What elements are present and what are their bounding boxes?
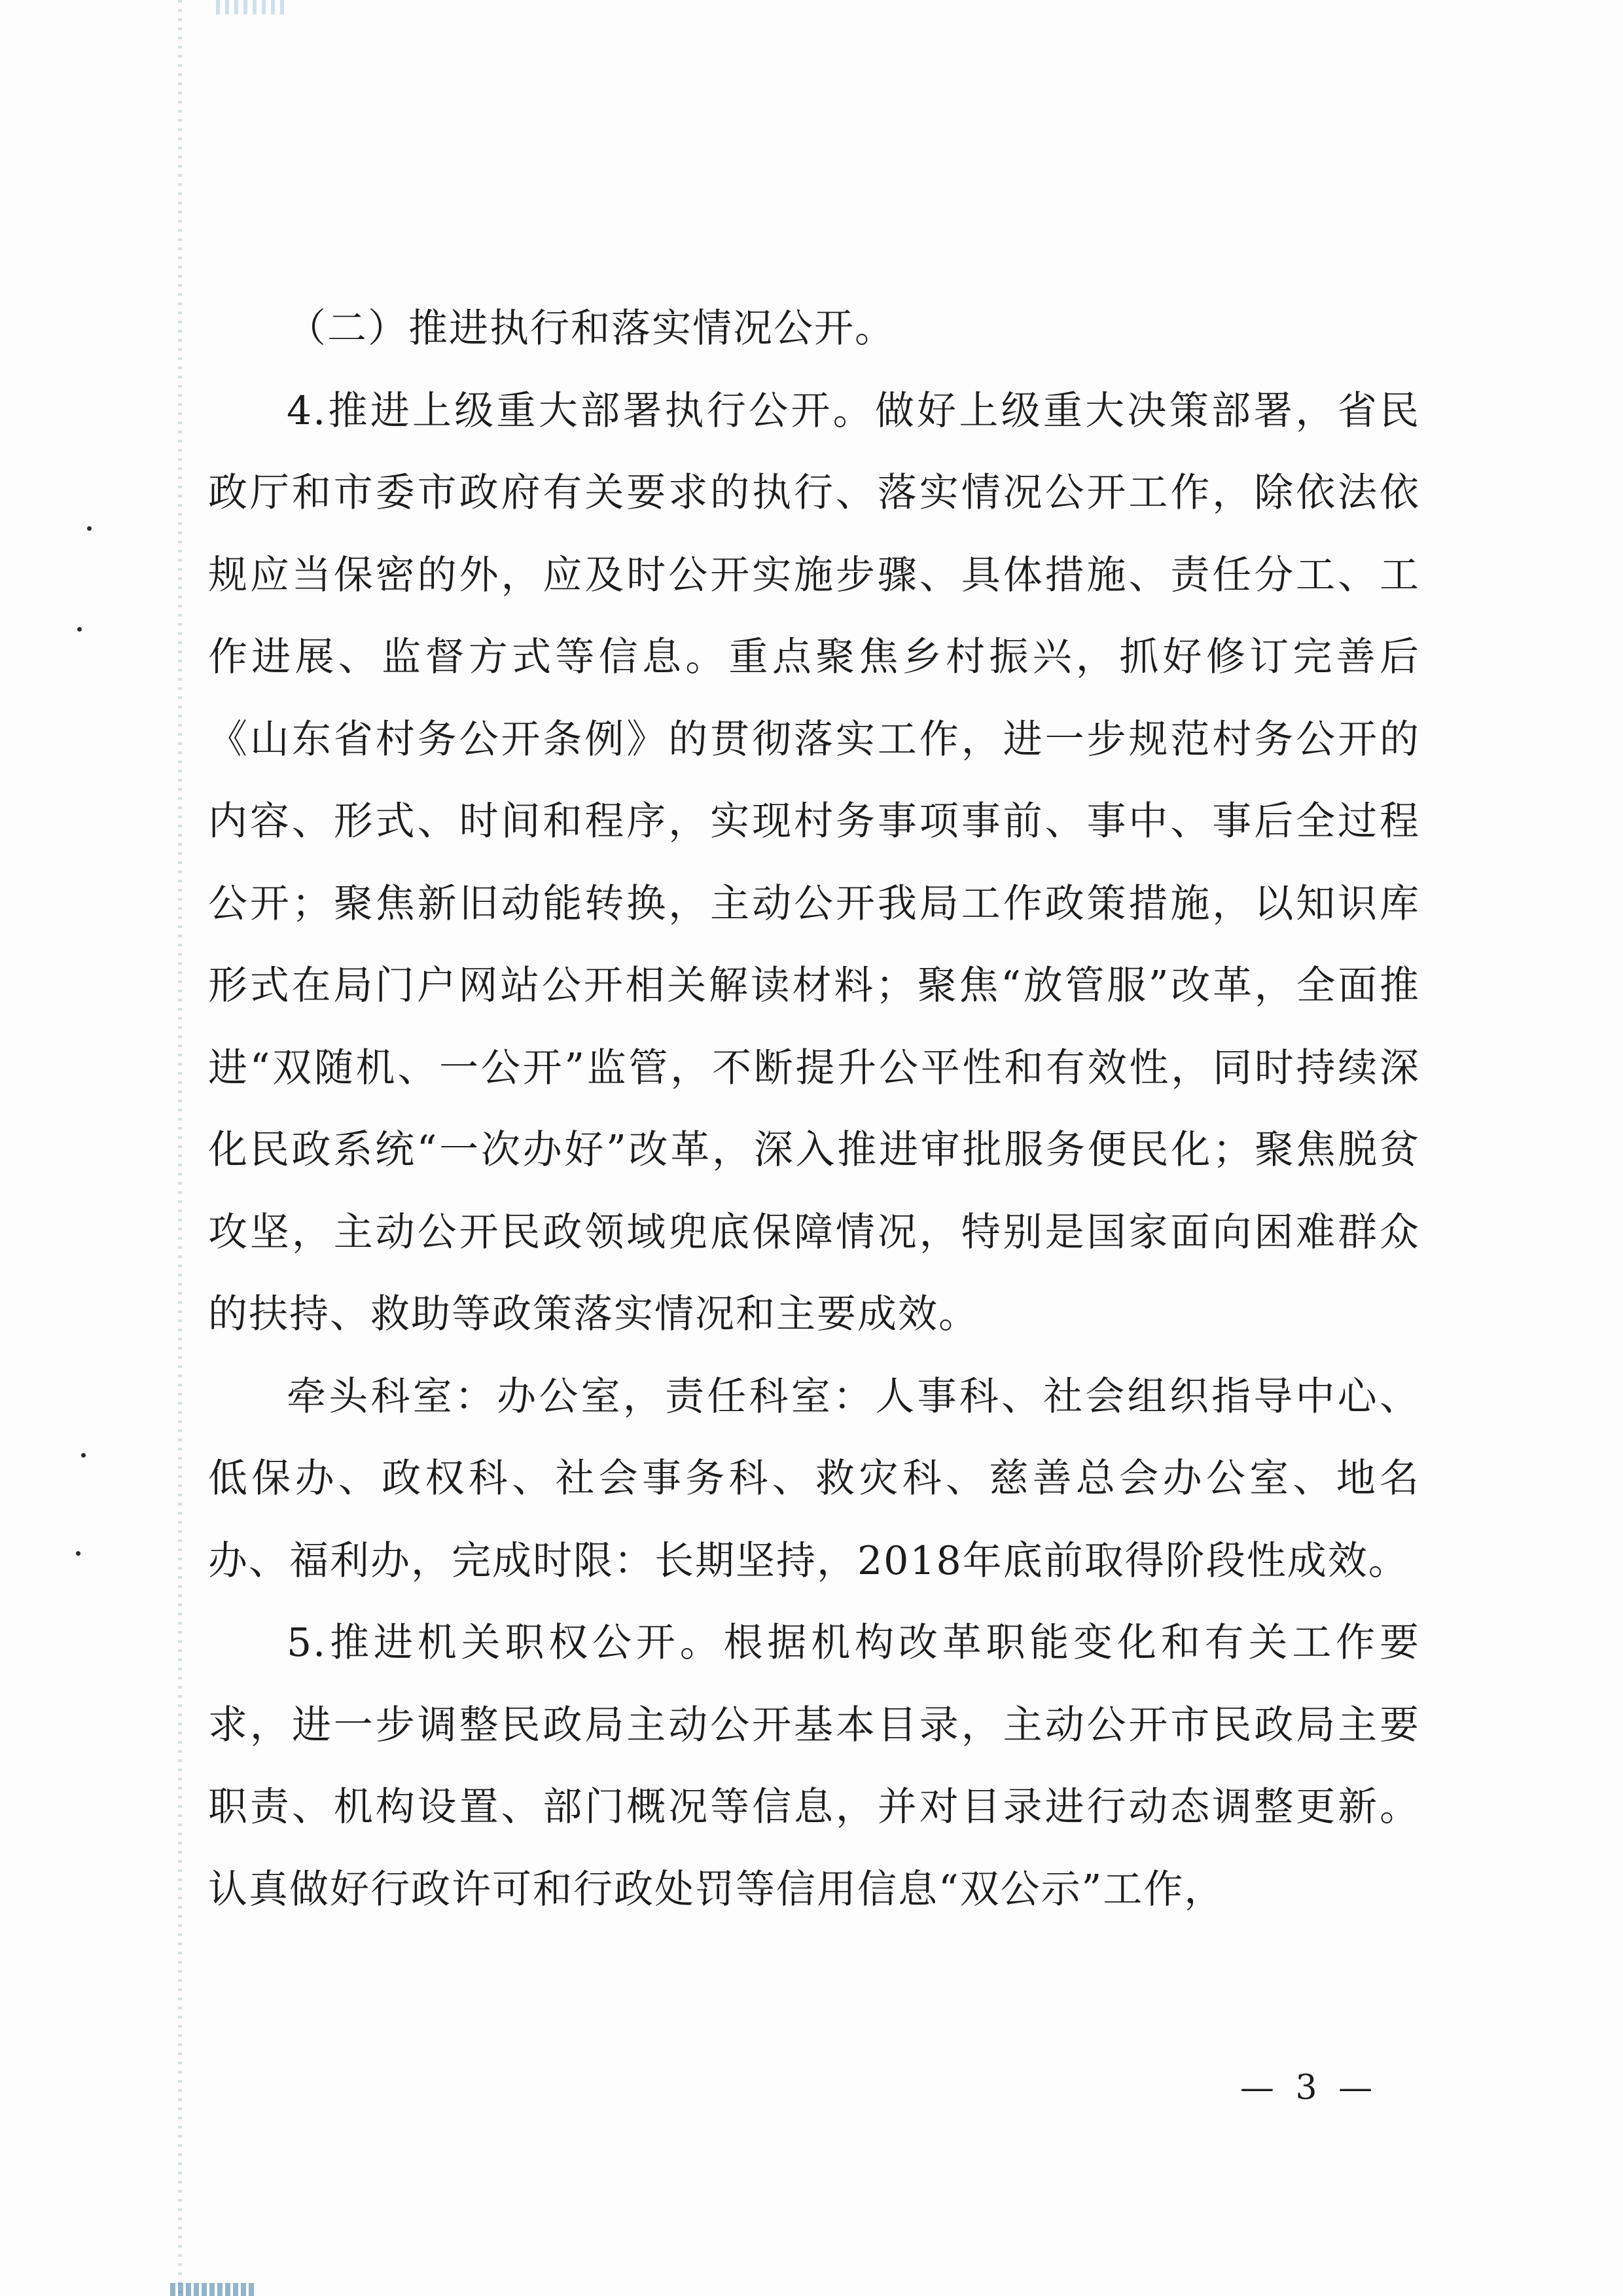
scan-edge-mark <box>178 0 182 2296</box>
page-number: — 3 — <box>1240 2068 1378 2108</box>
binding-hole-mark <box>77 627 82 632</box>
scan-edge-bottom-mark <box>170 2283 255 2296</box>
body-paragraph: 5.推进机关职权公开。根据机构改革职能变化和有关工作要求，进一步调整民政局主动公开基本目录，主动公开市民政局主要职责、机构设置、部门概况等信息，并对目录进行动态调整更新。认真做好行政许可和行政处罚等信用信息“双公示”工作， <box>208 1620 1420 1912</box>
binding-hole-mark <box>81 1453 86 1458</box>
binding-hole-mark <box>87 526 92 531</box>
document-body <box>208 288 1420 1931</box>
section-heading: （二）推进执行和落实情况公开。 <box>287 306 895 351</box>
scan-edge-top-mark <box>216 0 288 14</box>
binding-hole-mark <box>76 1551 80 1556</box>
body-paragraph: 牵头科室：办公室，责任科室：人事科、社会组织指导中心、低保办、政权科、社会事务科、救灾科、慈善总会办公室、地名办、福利办，完成时限：长期坚持，2018年底前取得阶段性成效。 <box>208 1373 1420 1584</box>
body-paragraph: 4.推进上级重大部署执行公开。做好上级重大决策部署，省民政厅和市委市政府有关要求的执行、落实情况公开工作，除依法依规应当保密的外，应及时公开实施步骤、具体措施、责任分工、工作进展、监督方式等信息。重点聚焦乡村振兴，抓好修订完善后《山东省村务公开条例》的贯彻落实工作，进一步规范村务公开的内容、形式、时间和程序，实现村务事项事前、事中、事后全过程公开；聚焦新旧动能转换，主动公开我局工作政策措施，以知识库形式在局门户网站公开相关解读材料；聚焦“放管服”改革，全面推进“双随机、一公开”监管，不断提升公平性和有效性，同时持续深化民政系统“一次办好”改革，深入推进审批服务便民化；聚焦脱贫攻坚，主动公开民政领域兜底保障情况，特别是国家面向困难群众的扶持、救助等政策落实情况和主要成效。 <box>208 387 1420 1337</box>
